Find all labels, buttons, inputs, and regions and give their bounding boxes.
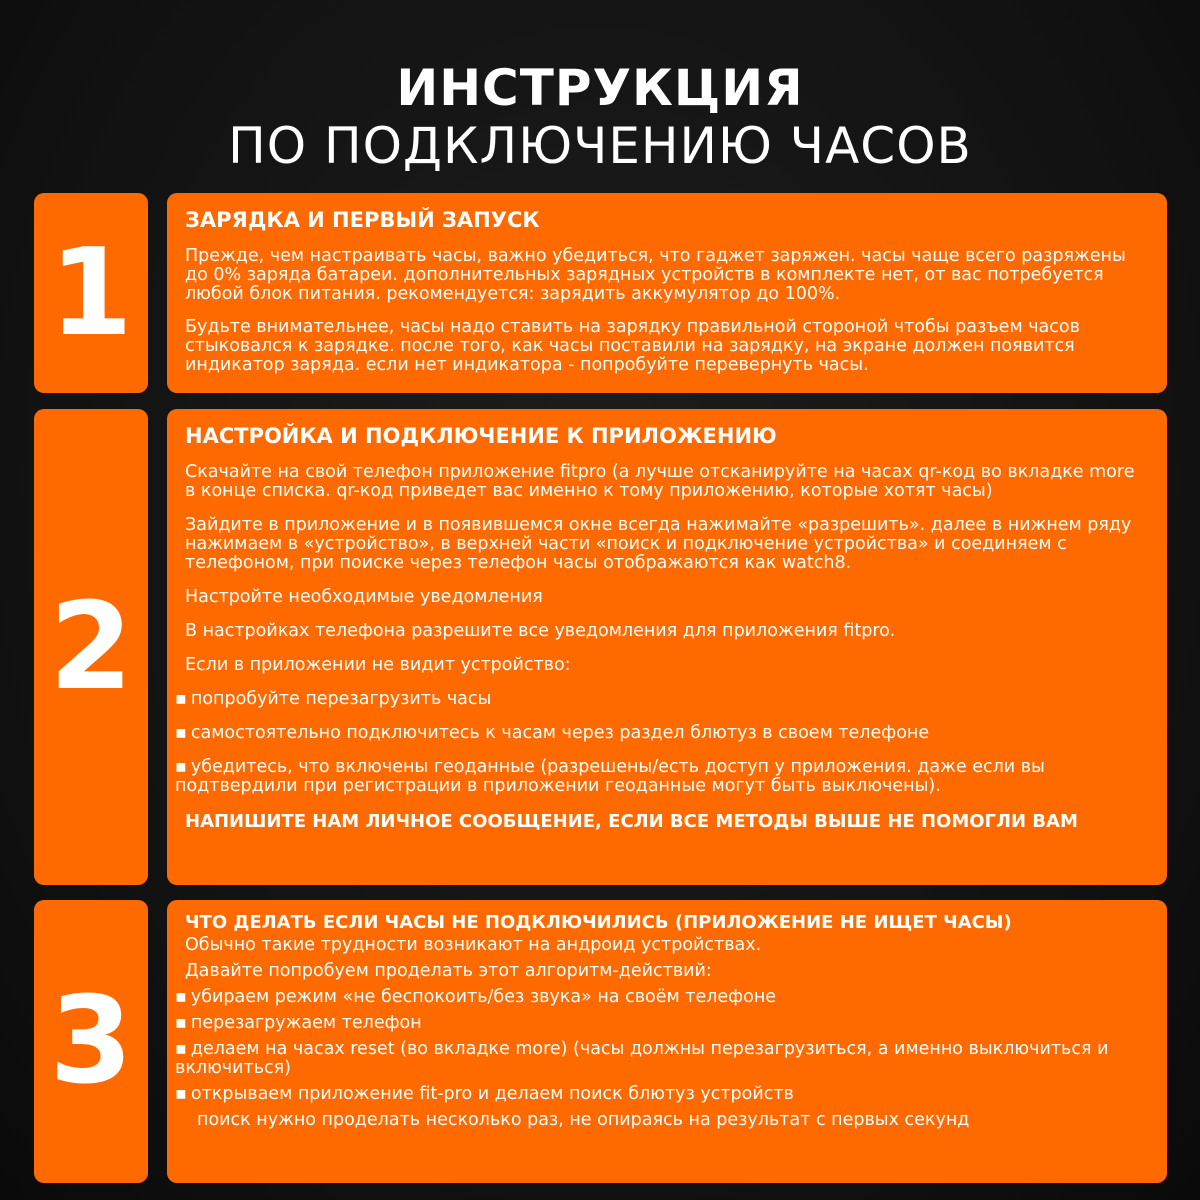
list-item: ▪ самостоятельно подключитесь к часам через раздел блютуз в своем телефоне [175, 724, 1149, 743]
section-app-setup [167, 409, 1167, 885]
list-item: ▪ перезагружаем телефон [175, 1014, 1149, 1033]
section-heading: ЧТО ДЕЛАТЬ ЕСЛИ ЧАСЫ НЕ ПОДКЛЮЧИЛИСЬ (ПРИЛОЖЕНИЕ НЕ ИЩЕТ ЧАСЫ) [185, 912, 1012, 933]
section-charging [167, 193, 1167, 393]
paragraph: Давайте попробуем проделать этот алгоритм-действий: [185, 961, 712, 981]
paragraph: Если в приложении не видит устройство: [185, 655, 571, 675]
section-heading: ЗАРЯДКА И ПЕРВЫЙ ЗАПУСК [185, 208, 540, 232]
list-item: ▪ открываем приложение fit-pro и делаем поиск блютуз устройств [175, 1085, 1149, 1104]
title-line-1: ИНСТРУКЦИЯ [396, 59, 804, 117]
paragraph: Прежде, чем настраивать часы, важно убедиться, что гаджет заряжен. часы чаще всего разряжены до 0% заряда батареи. дополнительных зарядных устройств в комплекте нет, от вас потребуется любой блок питания. рекомендуется: зарядить аккумулятор до 100%. [185, 246, 1126, 304]
page-title [0, 58, 1200, 176]
paragraph: Зайдите в приложение и в появившемся окне всегда нажимайте «разрешить». далее в нижнем ряду нажимаем в «устройство», в верхней части «поиск и подключение устройства» и соединяем с телефоном, при поиске через телефон часы отображаются как watch8. [185, 515, 1132, 573]
paragraph: Скачайте на свой телефон приложение fitpro (а лучше отсканируйте на часах qr-код во вкладке more в конце списка. qr-код приведет вас именно к тому приложению, которые хотят часы) [185, 462, 1135, 501]
section-heading: НАСТРОЙКА И ПОДКЛЮЧЕНИЕ К ПРИЛОЖЕНИЮ [185, 424, 777, 448]
list-item: ▪ убираем режим «не беспокоить/без звука» на своём телефоне [175, 988, 1149, 1007]
list-item: ▪ попробуйте перезагрузить часы [175, 690, 1149, 709]
contact-note: НАПИШИТЕ НАМ ЛИЧНОЕ СООБЩЕНИЕ, ЕСЛИ ВСЕ МЕТОДЫ ВЫШЕ НЕ ПОМОГЛИ ВАМ [185, 811, 1078, 832]
step-number-1: 1 [34, 193, 148, 393]
step-number-3: 3 [34, 900, 148, 1183]
paragraph: Будьте внимательнее, часы надо ставить на зарядку правильной стороной чтобы разъем часов стыковался к зарядке. после того, как часы поставили на зарядку, на экране должен появится индикатор заряда. если нет индикатора - попробуйте перевернуть часы. [185, 317, 1080, 375]
step-number-2: 2 [34, 409, 148, 885]
list-item: ▪ делаем на часах reset (во вкладке more) (часы должны перезагрузиться, а именно выключиться и включиться) [175, 1040, 1149, 1078]
footer-note: поиск нужно проделать несколько раз, не опираясь на результат с первых секунд [197, 1110, 970, 1130]
title-line-2: ПО ПОДКЛЮЧЕНИЮ ЧАСОВ [228, 117, 972, 175]
paragraph: Настройте необходимые уведомления [185, 587, 543, 607]
paragraph: В настройках телефона разрешите все уведомления для приложения fitpro. [185, 621, 896, 641]
paragraph: Обычно такие трудности возникают на андроид устройствах. [185, 935, 762, 955]
list-item: ▪ убедитесь, что включены геоданные (разрешены/есть доступ у приложения. даже если вы подтвердили при регистрации в приложении геоданные могут быть выключены). [175, 758, 1149, 796]
section-troubleshooting [167, 900, 1167, 1183]
